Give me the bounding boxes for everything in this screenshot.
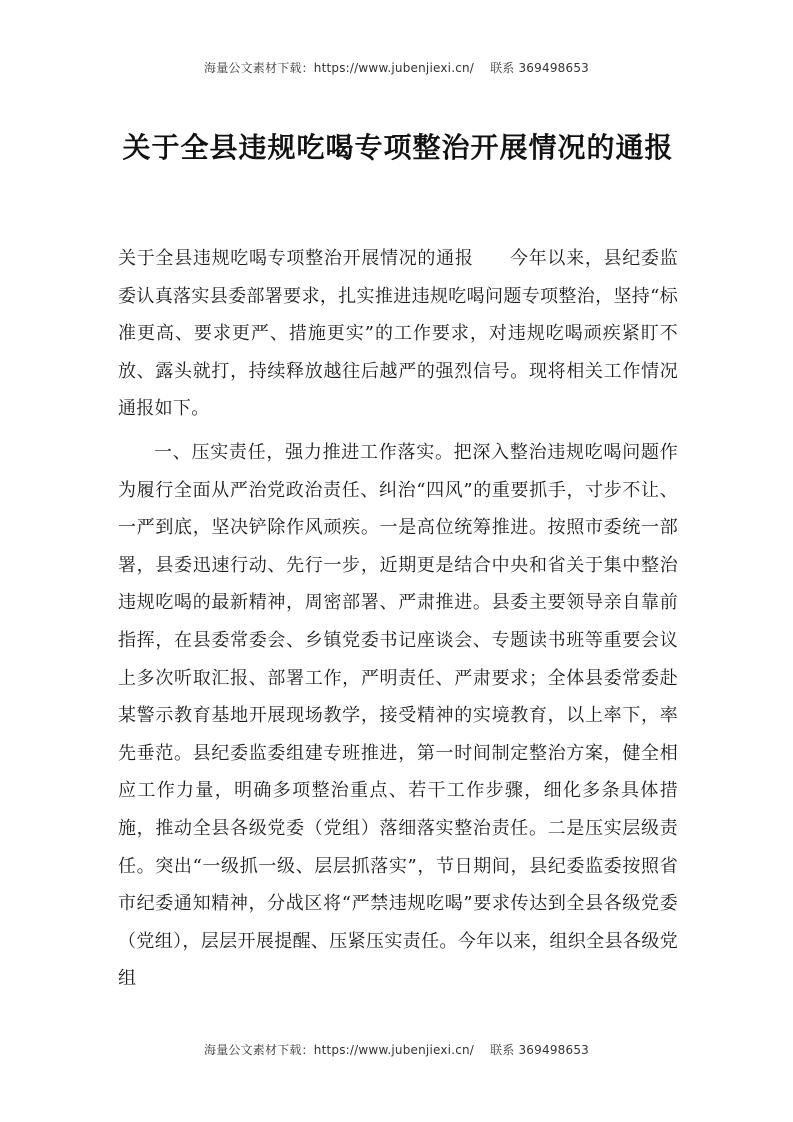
intro-lead-title: 关于全县违规吃喝专项整治开展情况的通报 xyxy=(118,248,474,269)
footer-contact-text: 联系 369498653 xyxy=(490,1043,589,1057)
footer-site-text: 海量公文素材下载：https://www.jubenjiexi.cn/ xyxy=(204,1043,475,1057)
page-header xyxy=(0,59,793,76)
document-title: 关于全县违规吃喝专项整治开展情况的通报 xyxy=(122,131,674,164)
document-body xyxy=(118,240,678,998)
page-footer xyxy=(0,1041,793,1058)
paragraph-section-one: 一、压实责任，强力推进工作落实。把深入整治违规吃喝问题作为履行全面从严治党政治责任、纠治“四风”的重要抓手，寸步不让、一严到底，坚决铲除作风顽疾。一是高位统筹推进。按照市委统一部署，县委迅速行动、先行一步，近期更是结合中央和省关于集中整治违规吃喝的最新精神，周密部署、严肃推进。县委主要领导亲自靠前指挥，在县委常委会、乡镇党委书记座谈会、专题读书班等重要会议上多次听取汇报、部署工作，严明责任、严肃要求；全体县委常委赴某警示教育基地开展现场教学，接受精神的实境教育，以上率下，率先垂范。县纪委监委组建专班推进，第一时间制定整治方案，健全相应工作力量，明确多项整治重点、若干工作步骤，细化多条具体措施，推动全县各级党委（党组）落细落实整治责任。二是压实层级责任。突出“一级抓一级、层层抓落实”，节日期间，县纪委监委按照省市纪委通知精神，分战区将“严禁违规吃喝”要求传达到全县各级党委（党组），层层开展提醒、压紧压实责任。今年以来，组织全县各级党组 xyxy=(118,441,678,990)
intro-text: 今年以来，县纪委监委认真落实县委部署要求，扎实推进违规吃喝问题专项整治，坚持“标准更高、要求更严、措施更实”的工作要求，对违规吃喝顽疾紧盯不放、露头就打，持续释放越往后越严的强烈信号。现将相关工作情况通报如下。 xyxy=(118,248,679,420)
header-site-text: 海量公文素材下载：https://www.jubenjiexi.cn/ xyxy=(204,61,475,75)
paragraph-intro xyxy=(118,240,678,428)
header-contact-text: 联系 369498653 xyxy=(490,61,589,75)
